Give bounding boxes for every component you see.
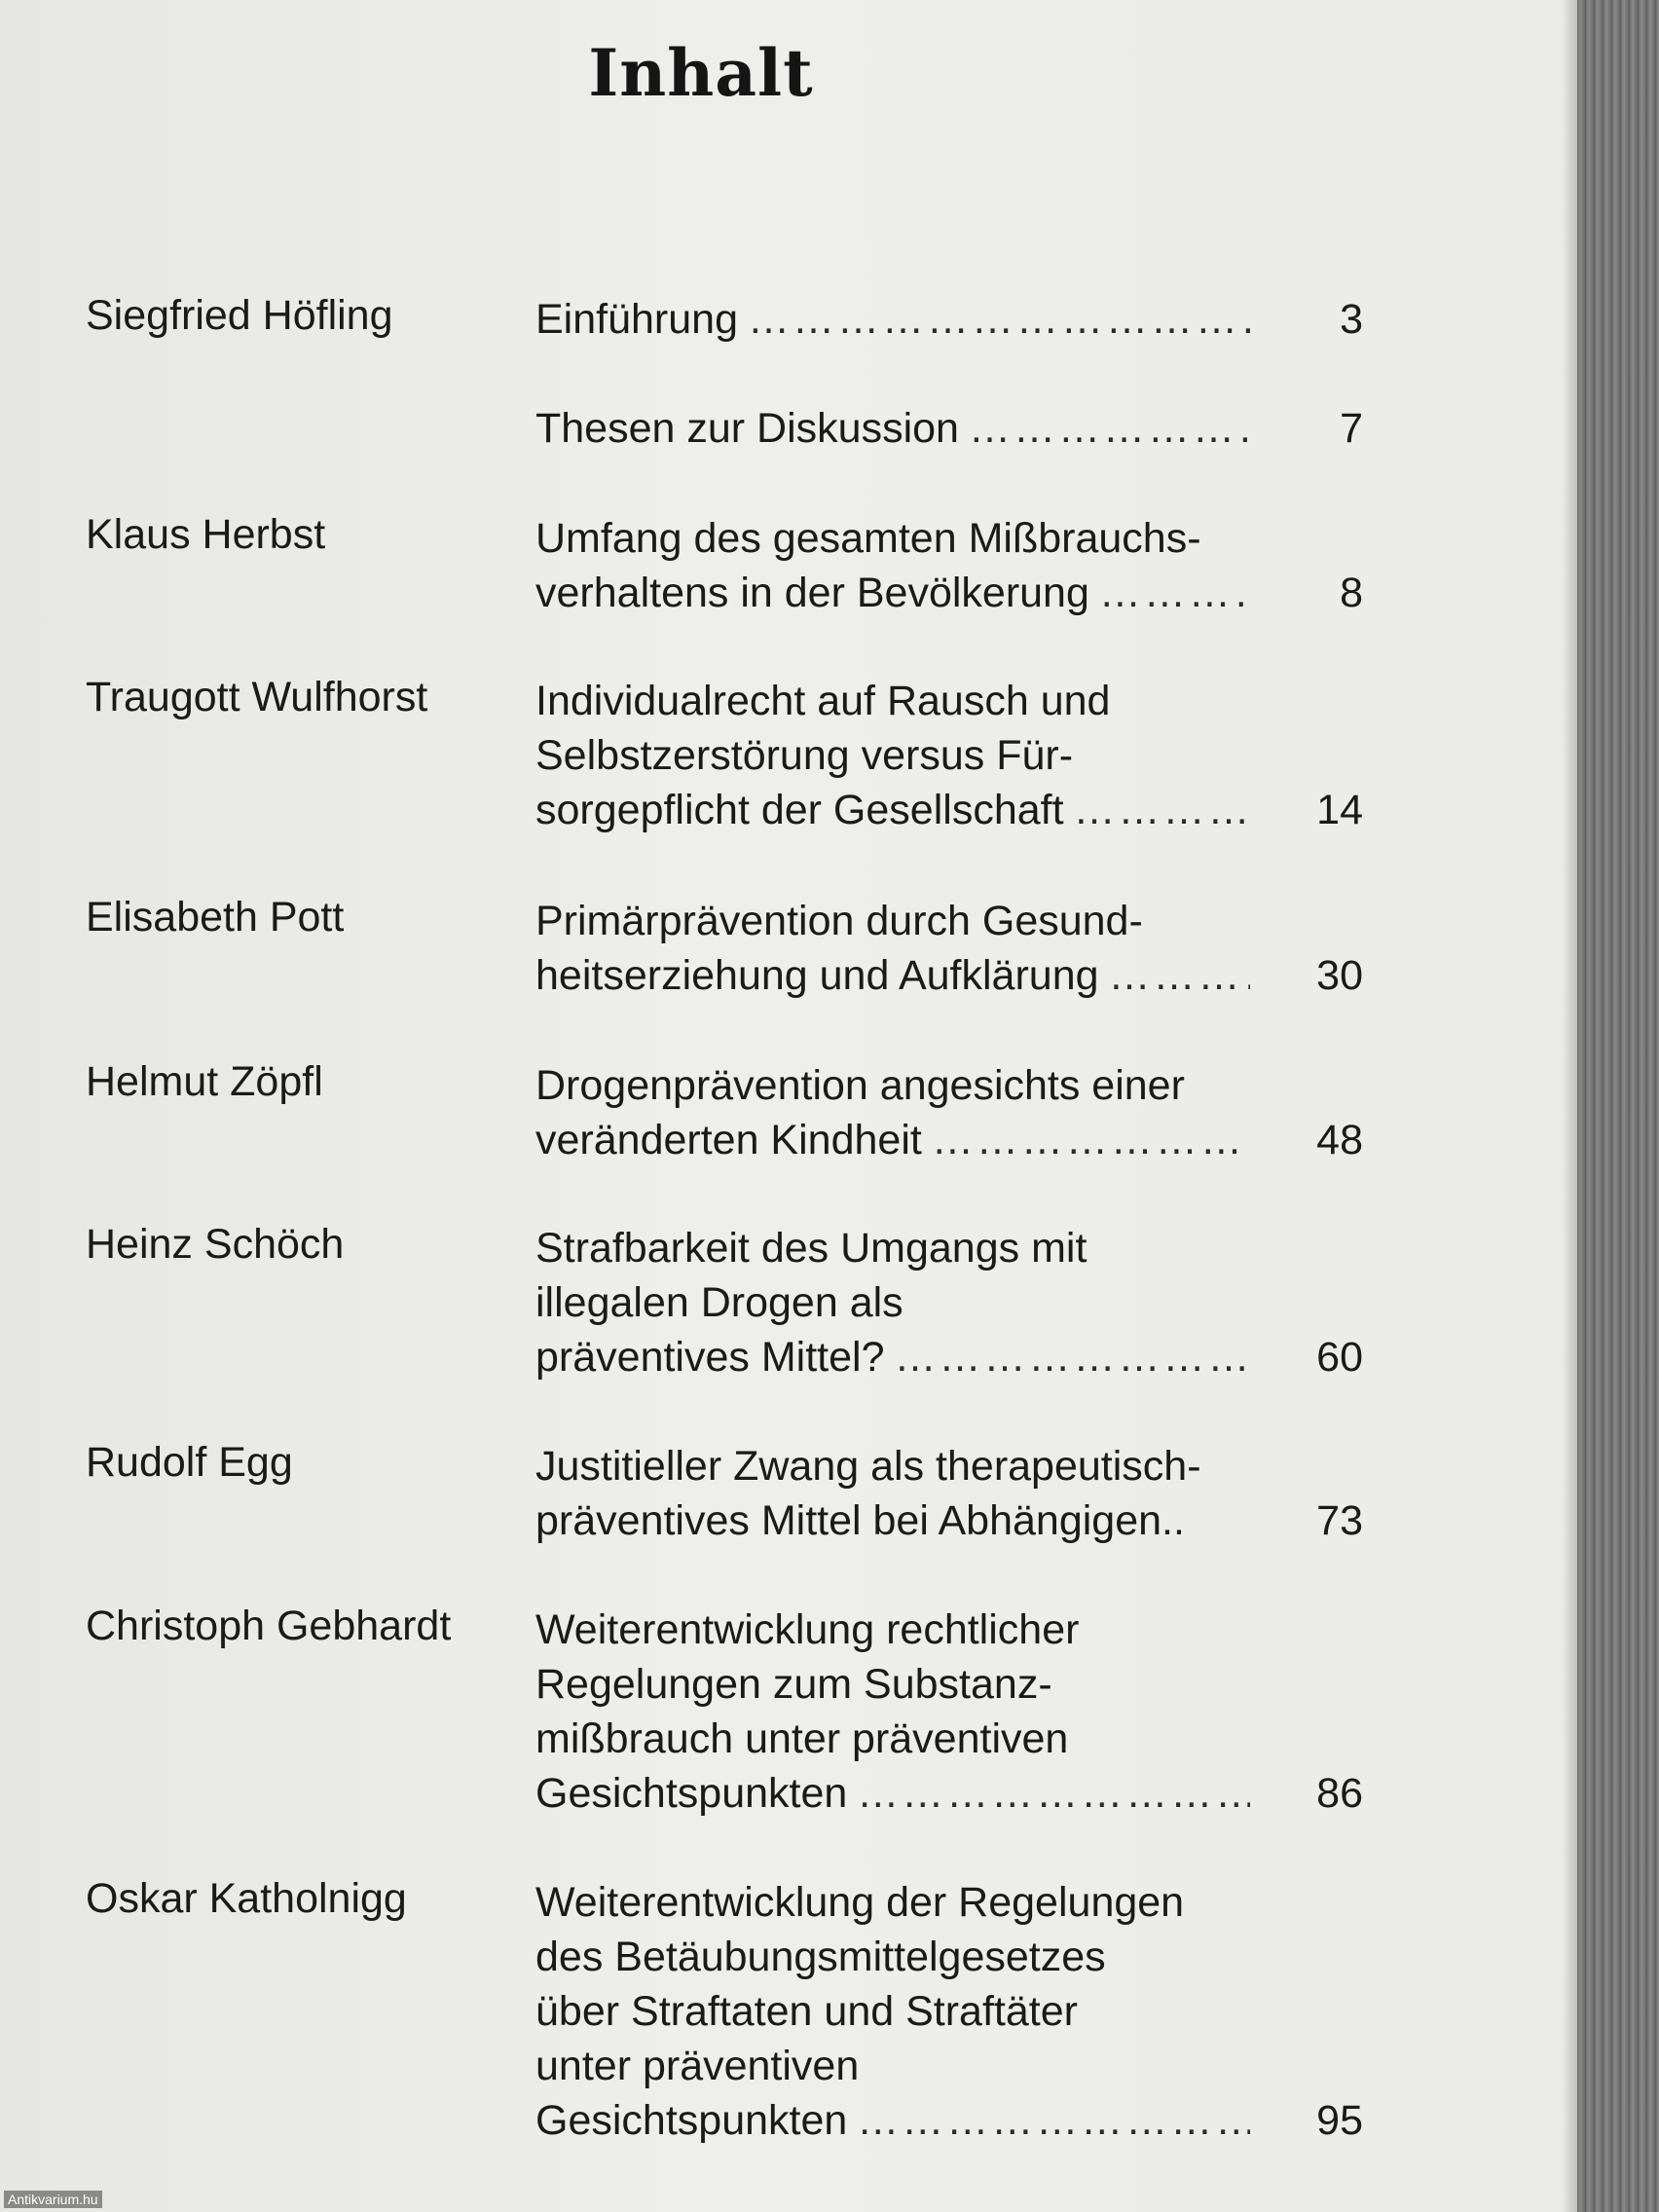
toc-title	[535, 894, 1363, 1003]
toc-page-number: 30	[1316, 952, 1363, 999]
toc-title-line: Einführung	[535, 296, 738, 343]
toc-title	[535, 292, 1363, 347]
dot-leader	[1099, 566, 1250, 620]
toc-page-number: 60	[1316, 1334, 1363, 1381]
toc-title	[535, 674, 1363, 837]
toc-page-number: 7	[1340, 405, 1363, 452]
toc-title-line: des Betäubungsmittelgesetzes	[535, 1934, 1106, 1980]
toc-title	[535, 1439, 1363, 1548]
toc-title-line: illegalen Drogen als	[535, 1279, 903, 1326]
toc-page-number: 73	[1316, 1497, 1363, 1544]
toc-title-line: Gesichtspunkten	[535, 1770, 848, 1817]
toc-title-line: Strafbarkeit des Umgangs mit	[535, 1225, 1088, 1272]
toc-title-line: Weiterentwicklung rechtlicher	[535, 1606, 1080, 1653]
book-block-edge	[1577, 0, 1659, 2212]
toc-title-line: Weiterentwicklung der Regelungen	[535, 1879, 1185, 1926]
toc-title-line: verhaltens in der Bevölkerung	[535, 570, 1089, 616]
watermark: Antikvarium.hu	[4, 2191, 102, 2208]
toc-author: Traugott Wulfhorst	[86, 674, 428, 720]
toc-title-line: sorgepflicht der Gesellschaft	[535, 787, 1064, 833]
page-heading: Inhalt	[588, 35, 814, 111]
toc-author: Heinz Schöch	[86, 1221, 345, 1268]
toc-title-line: Regelungen zum Substanz-	[535, 1661, 1052, 1708]
dot-leader	[748, 292, 1250, 347]
toc-author: Rudolf Egg	[86, 1439, 293, 1486]
toc-page-number: 14	[1316, 787, 1363, 833]
toc-title-line: Justitieller Zwang als therapeutisch-	[535, 1443, 1201, 1490]
toc-title	[535, 1058, 1363, 1167]
page-edge-shadow	[1562, 0, 1577, 2212]
toc-title-line: heitserziehung und Aufklärung	[535, 952, 1099, 999]
toc-title-line: Gesichtspunkten	[535, 2097, 848, 2144]
toc-title	[535, 1603, 1363, 1821]
toc-title-line: präventives Mittel bei Abhängigen..	[535, 1497, 1185, 1544]
toc-title	[535, 511, 1363, 620]
toc-title-line: präventives Mittel?	[535, 1334, 885, 1381]
toc-title-line: Selbstzerstörung versus Für-	[535, 732, 1074, 779]
toc-author: Oskar Katholnigg	[86, 1875, 407, 1922]
toc-page-number: 48	[1316, 1117, 1363, 1163]
dot-leader	[857, 1766, 1250, 1821]
toc-title-line: Individualrecht auf Rausch und	[535, 678, 1111, 724]
toc-title-line: mißbrauch unter präventiven	[535, 1715, 1069, 1762]
toc-author: Klaus Herbst	[86, 511, 326, 558]
toc-page-number: 95	[1316, 2097, 1363, 2144]
toc-author: Christoph Gebhardt	[86, 1603, 452, 1649]
toc-title-line: Thesen zur Diskussion	[535, 405, 959, 452]
dot-leader	[932, 1113, 1250, 1167]
dot-leader	[1109, 948, 1250, 1003]
dot-leader	[969, 401, 1250, 456]
dot-leader	[895, 1330, 1251, 1384]
toc-title-line: unter präventiven	[535, 2043, 860, 2089]
toc-page-number: 3	[1340, 296, 1363, 343]
toc-title-line: Umfang des gesamten Mißbrauchs-	[535, 515, 1201, 562]
toc-author: Elisabeth Pott	[86, 894, 345, 940]
toc-title-line: veränderten Kindheit	[535, 1117, 922, 1163]
dot-leader	[857, 2093, 1250, 2148]
toc-author: Siegfried Höfling	[86, 292, 393, 339]
toc-page-number: 86	[1316, 1770, 1363, 1817]
dot-leader	[1074, 783, 1250, 837]
toc-title	[535, 401, 1363, 456]
toc-title-line: über Straftaten und Straftäter	[535, 1988, 1078, 2035]
toc-title-line: Primärprävention durch Gesund-	[535, 898, 1143, 944]
toc-title-line: Drogenprävention angesichts einer	[535, 1062, 1185, 1109]
toc-title	[535, 1221, 1363, 1384]
toc-page-number: 8	[1340, 570, 1363, 616]
toc-title	[535, 1875, 1363, 2148]
toc-author: Helmut Zöpfl	[86, 1058, 323, 1105]
